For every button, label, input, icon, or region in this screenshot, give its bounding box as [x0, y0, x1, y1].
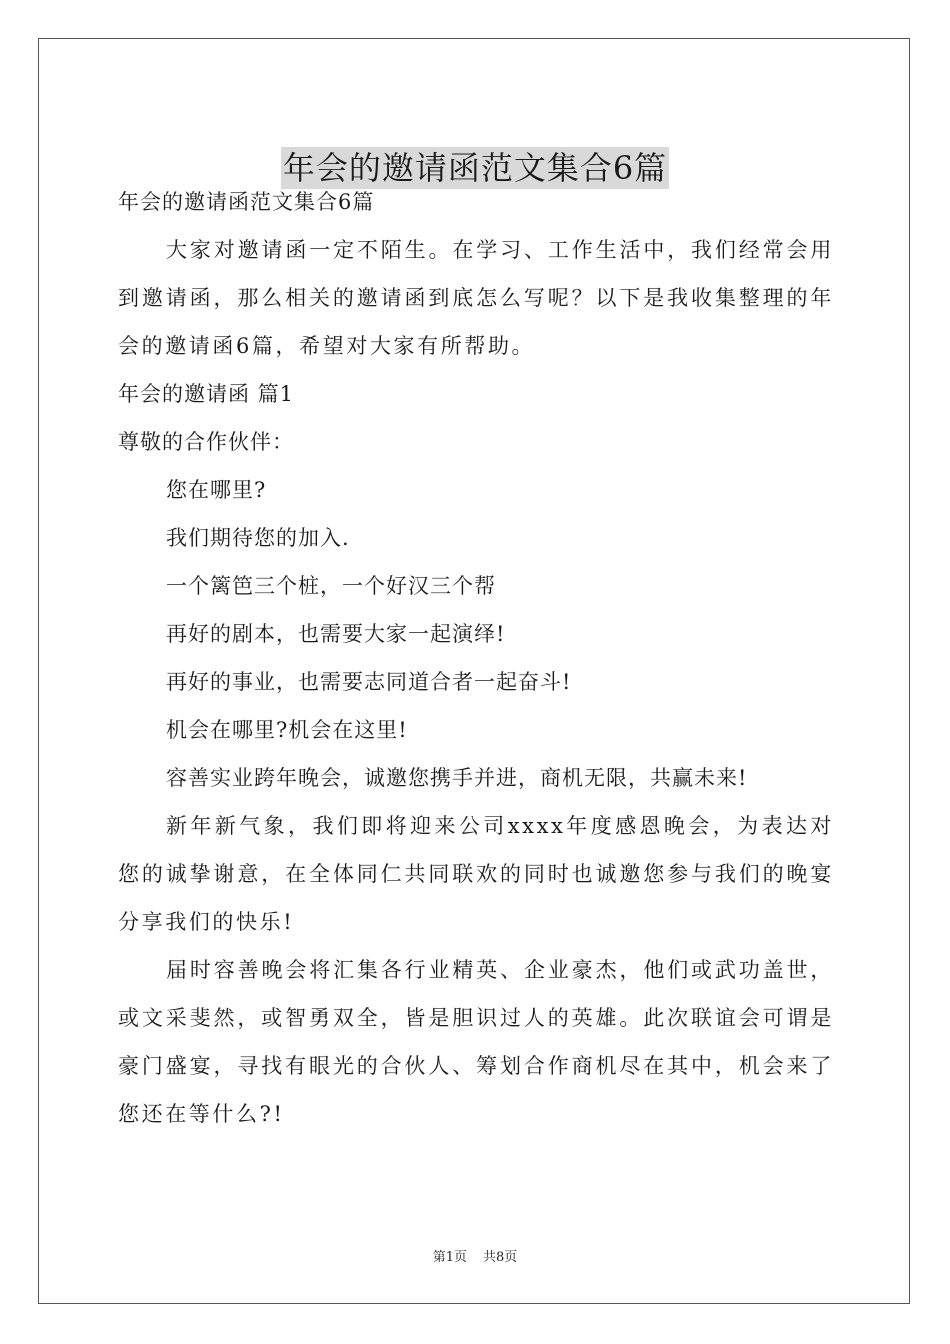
document-title: 年会的邀请函范文集合6篇 — [282, 149, 668, 188]
body-line: 机会在哪里?机会在这里! — [166, 718, 408, 742]
body-line: 一个篱笆三个桩，一个好汉三个帮 — [166, 574, 496, 598]
body-line: 容善实业跨年晚会，诚邀您携手并进，商机无限，共赢未来! — [166, 766, 748, 790]
document-body — [118, 178, 834, 1138]
page-footer — [0, 1246, 950, 1265]
body-line: 再好的剧本，也需要大家一起演绎! — [166, 622, 506, 646]
page-total: 共8页 — [483, 1250, 518, 1265]
body-line: 再好的事业，也需要志同道合者一起奋斗! — [166, 670, 572, 694]
document-subtitle: 年会的邀请函范文集合6篇 — [118, 190, 375, 214]
intro-paragraph: 大家对邀请函一定不陌生。在学习、工作生活中，我们经常会用到邀请函，那么相关的邀请函到底怎么写呢？以下是我收集整理的年会的邀请函6篇，希望对大家有所帮助。 — [118, 238, 834, 358]
page-number: 第1页 — [432, 1250, 467, 1265]
section-heading: 年会的邀请函 篇1 — [118, 382, 295, 406]
new-year-paragraph: 新年新气象，我们即将迎来公司xxxx年度感恩晚会，为表达对您的诚挚谢意，在全体同仁共同联欢的同时也诚邀您参与我们的晚宴分享我们的快乐! — [118, 814, 834, 934]
body-line: 我们期待您的加入. — [166, 526, 350, 550]
body-line: 您在哪里? — [166, 478, 267, 502]
salutation: 尊敬的合作伙伴： — [118, 430, 294, 454]
event-paragraph: 届时容善晚会将汇集各行业精英、企业豪杰，他们或武功盖世，或文采斐然，或智勇双全，皆是胆识过人的英雄。此次联谊会可谓是豪门盛宴，寻找有眼光的合伙人、筹划合作商机尽在其中，机会来了您还在等什么?! — [118, 958, 834, 1126]
